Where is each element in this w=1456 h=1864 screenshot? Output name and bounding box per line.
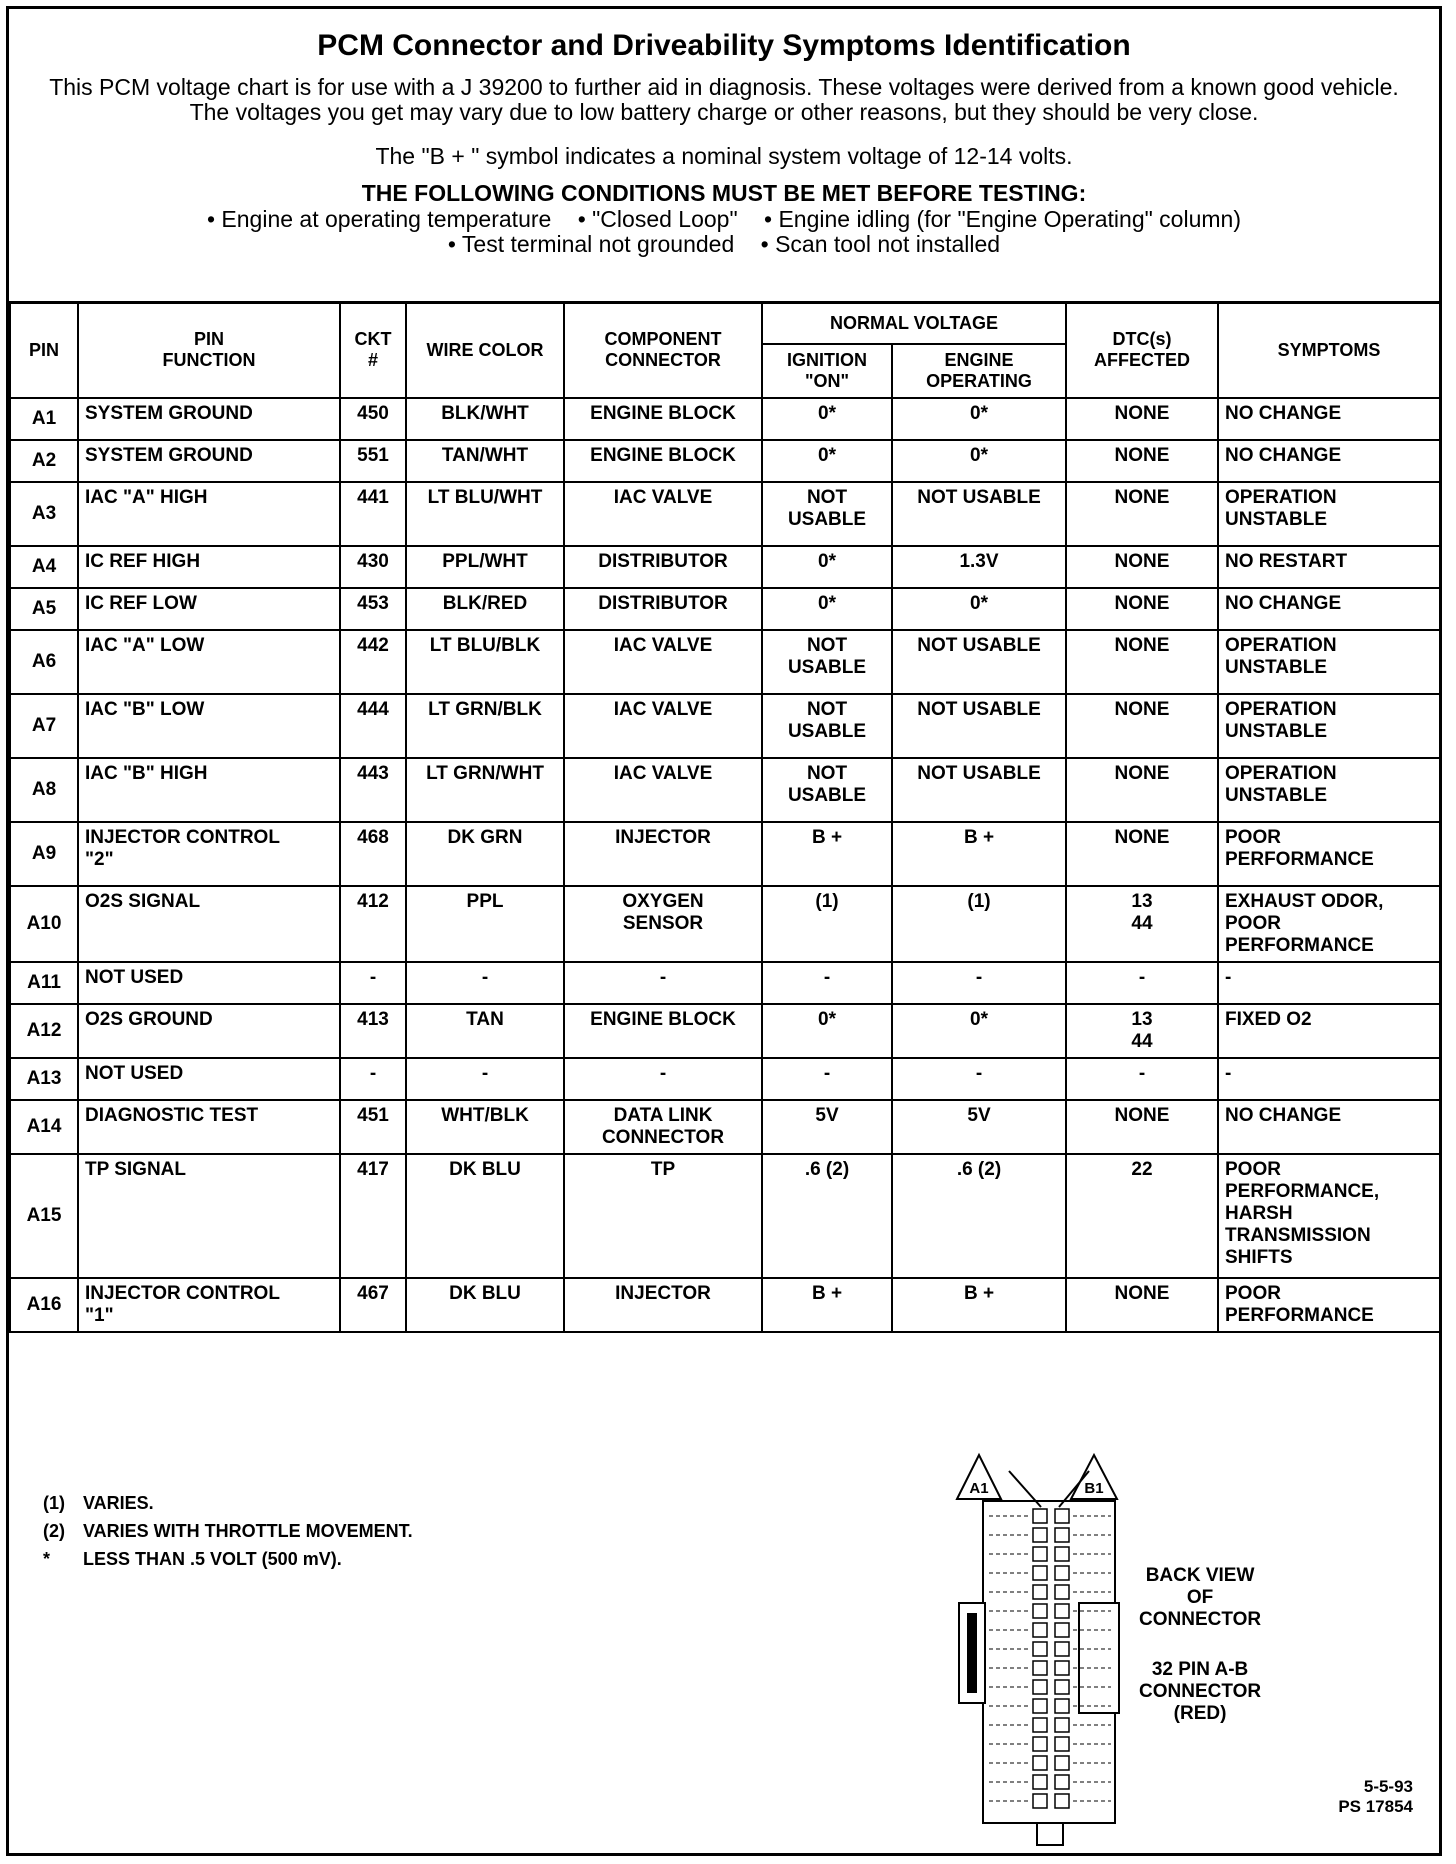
pin-cell: A1 xyxy=(10,398,78,440)
pin-function-cell: IAC "A" HIGH xyxy=(78,482,340,546)
table-row xyxy=(10,1100,1440,1154)
connector-pin xyxy=(1055,1547,1069,1561)
pcm-voltage-table xyxy=(9,301,1441,1333)
pin-cell: A4 xyxy=(10,546,78,588)
dtc-cell: NONE xyxy=(1066,398,1218,440)
symptoms-cell: OPERATION UNSTABLE xyxy=(1218,758,1440,822)
header xyxy=(9,9,1439,304)
pin-cell: A16 xyxy=(10,1278,78,1332)
connector-pin xyxy=(1033,1661,1047,1675)
dtc-cell: - xyxy=(1066,962,1218,1004)
header-pin: PIN xyxy=(10,302,78,398)
engine-voltage-cell: NOT USABLE xyxy=(892,694,1066,758)
symptoms-cell: POOR PERFORMANCE xyxy=(1218,822,1440,886)
condition-item: • "Closed Loop" xyxy=(577,206,738,232)
connector-pin xyxy=(1033,1699,1047,1713)
connector-pin xyxy=(1033,1604,1047,1618)
wire-color-cell: PPL/WHT xyxy=(406,546,564,588)
engine-voltage-cell: (1) xyxy=(892,886,1066,962)
notes xyxy=(43,1489,413,1573)
wire-color-cell: BLK/RED xyxy=(406,588,564,630)
conditions-title: THE FOLLOWING CONDITIONS MUST BE MET BEFORE TESTING: xyxy=(361,180,1087,206)
symptoms-cell: NO CHANGE xyxy=(1218,398,1440,440)
pin-cell: A15 xyxy=(10,1154,78,1278)
engine-voltage-cell: NOT USABLE xyxy=(892,630,1066,694)
ckt-cell: 453 xyxy=(340,588,406,630)
ckt-cell: 450 xyxy=(340,398,406,440)
ignition-voltage-cell: NOT USABLE xyxy=(762,694,892,758)
pin-function-cell: O2S SIGNAL xyxy=(78,886,340,962)
header-wire-color: WIRE COLOR xyxy=(406,302,564,398)
document-code xyxy=(1338,1777,1413,1817)
wire-color-cell: DK GRN xyxy=(406,822,564,886)
wire-color-cell: BLK/WHT xyxy=(406,398,564,440)
table-row xyxy=(10,630,1440,694)
ckt-cell: 467 xyxy=(340,1278,406,1332)
document-frame xyxy=(6,6,1442,1856)
engine-voltage-cell: 0* xyxy=(892,1004,1066,1058)
symptoms-cell: - xyxy=(1218,1058,1440,1100)
component-cell: INJECTOR xyxy=(564,822,762,886)
dtc-cell: - xyxy=(1066,1058,1218,1100)
header-engine-operating: ENGINE OPERATING xyxy=(892,344,1066,398)
pin-cell: A6 xyxy=(10,630,78,694)
pin-function-cell: INJECTOR CONTROL "2" xyxy=(78,822,340,886)
document-date: 5-5-93 xyxy=(1363,1777,1413,1796)
connector-pin xyxy=(1055,1794,1069,1808)
symptoms-cell: NO RESTART xyxy=(1218,546,1440,588)
table-row xyxy=(10,886,1440,962)
connector-pin xyxy=(1033,1528,1047,1542)
connector-pin xyxy=(1033,1794,1047,1808)
connector-label-b1: B1 xyxy=(1084,1480,1104,1497)
symptoms-cell: POOR PERFORMANCE xyxy=(1218,1278,1440,1332)
pin-cell: A9 xyxy=(10,822,78,886)
pin-cell: A12 xyxy=(10,1004,78,1058)
dtc-cell: NONE xyxy=(1066,822,1218,886)
component-cell: ENGINE BLOCK xyxy=(564,1004,762,1058)
table-row xyxy=(10,546,1440,588)
ignition-voltage-cell: 0* xyxy=(762,588,892,630)
connector-pin xyxy=(1033,1566,1047,1580)
table-row xyxy=(10,1278,1440,1332)
component-cell: IAC VALVE xyxy=(564,694,762,758)
table-row xyxy=(10,694,1440,758)
table-body xyxy=(10,398,1440,1332)
table-row xyxy=(10,758,1440,822)
ignition-voltage-cell: 0* xyxy=(762,1004,892,1058)
pin-cell: A11 xyxy=(10,962,78,1004)
connector-pin xyxy=(1055,1718,1069,1732)
engine-voltage-cell: 1.3V xyxy=(892,546,1066,588)
table-row xyxy=(10,962,1440,1004)
table-row xyxy=(10,822,1440,886)
pin-function-cell: IAC "B" HIGH xyxy=(78,758,340,822)
ignition-voltage-cell: NOT USABLE xyxy=(762,482,892,546)
ckt-cell: 468 xyxy=(340,822,406,886)
ckt-cell: 442 xyxy=(340,630,406,694)
header-normal-voltage: NORMAL VOLTAGE xyxy=(762,302,1066,344)
ignition-voltage-cell: NOT USABLE xyxy=(762,758,892,822)
component-cell: DISTRIBUTOR xyxy=(564,588,762,630)
table-row xyxy=(10,482,1440,546)
wire-color-cell: - xyxy=(406,962,564,1004)
wire-color-cell: LT BLU/BLK xyxy=(406,630,564,694)
ckt-cell: 551 xyxy=(340,440,406,482)
ignition-voltage-cell: B + xyxy=(762,822,892,886)
connector-pin xyxy=(1033,1756,1047,1770)
table-row xyxy=(10,1058,1440,1100)
component-cell: IAC VALVE xyxy=(564,630,762,694)
ignition-voltage-cell: - xyxy=(762,962,892,1004)
engine-voltage-cell: 0* xyxy=(892,440,1066,482)
component-cell: DATA LINK CONNECTOR xyxy=(564,1100,762,1154)
connector-pin xyxy=(1055,1585,1069,1599)
table-row xyxy=(10,1154,1440,1278)
dtc-cell: NONE xyxy=(1066,694,1218,758)
pin-function-cell: INJECTOR CONTROL "1" xyxy=(78,1278,340,1332)
pin-function-cell: NOT USED xyxy=(78,962,340,1004)
symptoms-cell: EXHAUST ODOR, POOR PERFORMANCE xyxy=(1218,886,1440,962)
connector-pin xyxy=(1055,1737,1069,1751)
dtc-cell: NONE xyxy=(1066,546,1218,588)
ckt-cell: 441 xyxy=(340,482,406,546)
connector-diagram-icon xyxy=(949,1443,1149,1853)
wire-color-cell: LT GRN/WHT xyxy=(406,758,564,822)
symptoms-cell: - xyxy=(1218,962,1440,1004)
connector-pin xyxy=(1033,1775,1047,1789)
table-row xyxy=(10,440,1440,482)
connector-pin xyxy=(1055,1661,1069,1675)
connector-pin xyxy=(1055,1756,1069,1770)
dtc-cell: NONE xyxy=(1066,630,1218,694)
symptoms-cell: FIXED O2 xyxy=(1218,1004,1440,1058)
engine-voltage-cell: B + xyxy=(892,1278,1066,1332)
dtc-cell: NONE xyxy=(1066,1278,1218,1332)
header-pin-function: PIN FUNCTION xyxy=(78,302,340,398)
connector-pin xyxy=(1055,1775,1069,1789)
ckt-cell: 443 xyxy=(340,758,406,822)
connector-type-label: 32 PIN A-B CONNECTOR (RED) xyxy=(1139,1659,1262,1724)
wire-color-cell: LT GRN/BLK xyxy=(406,694,564,758)
engine-voltage-cell: NOT USABLE xyxy=(892,758,1066,822)
condition-item: • Engine at operating temperature xyxy=(206,206,552,232)
connector-pin xyxy=(1055,1509,1069,1523)
dtc-cell: 22 xyxy=(1066,1154,1218,1278)
pin-function-cell: NOT USED xyxy=(78,1058,340,1100)
pin-function-cell: IAC "A" LOW xyxy=(78,630,340,694)
wire-color-cell: DK BLU xyxy=(406,1154,564,1278)
component-cell: IAC VALVE xyxy=(564,482,762,546)
connector-pin xyxy=(1055,1642,1069,1656)
pin-function-cell: SYSTEM GROUND xyxy=(78,398,340,440)
component-cell: TP xyxy=(564,1154,762,1278)
pin-cell: A3 xyxy=(10,482,78,546)
ignition-voltage-cell: B + xyxy=(762,1278,892,1332)
connector-pin xyxy=(1033,1642,1047,1656)
symptoms-cell: NO CHANGE xyxy=(1218,440,1440,482)
connector-pin xyxy=(1055,1623,1069,1637)
dtc-cell: NONE xyxy=(1066,440,1218,482)
ignition-voltage-cell: (1) xyxy=(762,886,892,962)
connector-pin xyxy=(1033,1623,1047,1637)
engine-voltage-cell: 0* xyxy=(892,588,1066,630)
engine-voltage-cell: B + xyxy=(892,822,1066,886)
dtc-cell: NONE xyxy=(1066,482,1218,546)
pin-function-cell: O2S GROUND xyxy=(78,1004,340,1058)
intro-text: This PCM voltage chart is for use with a J 39200 to further aid in diagnosis. These voltages were derived from a known good vehicle. The voltages you get may vary due to low battery charge or other reasons, but they should be very close. xyxy=(49,74,1399,125)
note-item: (1) VARIES. xyxy=(43,1493,154,1513)
connector-label-a1: A1 xyxy=(969,1480,989,1497)
component-cell: OXYGEN SENSOR xyxy=(564,886,762,962)
page-title: PCM Connector and Driveability Symptoms Identification xyxy=(317,29,1131,62)
note-item: * LESS THAN .5 VOLT (500 mV). xyxy=(43,1549,342,1569)
pin-cell: A5 xyxy=(10,588,78,630)
pin-function-cell: DIAGNOSTIC TEST xyxy=(78,1100,340,1154)
dtc-cell: NONE xyxy=(1066,1100,1218,1154)
wire-color-cell: WHT/BLK xyxy=(406,1100,564,1154)
connector-view-label: BACK VIEW OF CONNECTOR xyxy=(1139,1565,1262,1630)
component-cell: IAC VALVE xyxy=(564,758,762,822)
bplus-note: The "B + " symbol indicates a nominal system voltage of 12-14 volts. xyxy=(375,143,1073,169)
condition-item: • Test terminal not grounded xyxy=(447,231,735,257)
ckt-cell: - xyxy=(340,962,406,1004)
ignition-voltage-cell: - xyxy=(762,1058,892,1100)
document-ps-number: PS 17854 xyxy=(1338,1797,1413,1816)
header-component-connector: COMPONENT CONNECTOR xyxy=(564,302,762,398)
symptoms-cell: OPERATION UNSTABLE xyxy=(1218,630,1440,694)
component-cell: ENGINE BLOCK xyxy=(564,398,762,440)
symptoms-cell: NO CHANGE xyxy=(1218,1100,1440,1154)
conditions-list xyxy=(9,207,1439,257)
pin-cell: A13 xyxy=(10,1058,78,1100)
engine-voltage-cell: .6 (2) xyxy=(892,1154,1066,1278)
pin-function-cell: SYSTEM GROUND xyxy=(78,440,340,482)
pin-cell: A10 xyxy=(10,886,78,962)
component-cell: INJECTOR xyxy=(564,1278,762,1332)
table-row xyxy=(10,398,1440,440)
component-cell: - xyxy=(564,1058,762,1100)
wire-color-cell: - xyxy=(406,1058,564,1100)
connector-pin xyxy=(1033,1680,1047,1694)
dtc-cell: NONE xyxy=(1066,758,1218,822)
symptoms-cell: NO CHANGE xyxy=(1218,588,1440,630)
ckt-cell: 413 xyxy=(340,1004,406,1058)
pin-function-cell: IAC "B" LOW xyxy=(78,694,340,758)
connector-pin xyxy=(1055,1699,1069,1713)
pin-cell: A8 xyxy=(10,758,78,822)
pin-function-cell: IC REF LOW xyxy=(78,588,340,630)
pin-cell: A2 xyxy=(10,440,78,482)
ignition-voltage-cell: .6 (2) xyxy=(762,1154,892,1278)
header-ignition-on: IGNITION "ON" xyxy=(762,344,892,398)
connector-pin xyxy=(1055,1566,1069,1580)
symptoms-cell: OPERATION UNSTABLE xyxy=(1218,694,1440,758)
ignition-voltage-cell: 0* xyxy=(762,398,892,440)
connector-pin xyxy=(1055,1528,1069,1542)
engine-voltage-cell: - xyxy=(892,1058,1066,1100)
engine-voltage-cell: 5V xyxy=(892,1100,1066,1154)
ignition-voltage-cell: NOT USABLE xyxy=(762,630,892,694)
connector-pin xyxy=(1033,1585,1047,1599)
condition-item: • Engine idling (for "Engine Operating" column) xyxy=(764,206,1241,232)
symptoms-cell: POOR PERFORMANCE, HARSH TRANSMISSION SHIFTS xyxy=(1218,1154,1440,1278)
engine-voltage-cell: NOT USABLE xyxy=(892,482,1066,546)
table-row xyxy=(10,1004,1440,1058)
header-symptoms: SYMPTOMS xyxy=(1218,302,1440,398)
ignition-voltage-cell: 0* xyxy=(762,546,892,588)
wire-color-cell: TAN xyxy=(406,1004,564,1058)
connector-pin xyxy=(1033,1737,1047,1751)
pin-cell: A7 xyxy=(10,694,78,758)
wire-color-cell: PPL xyxy=(406,886,564,962)
engine-voltage-cell: - xyxy=(892,962,1066,1004)
note-item: (2) VARIES WITH THROTTLE MOVEMENT. xyxy=(43,1521,413,1541)
wire-color-cell: TAN/WHT xyxy=(406,440,564,482)
ckt-cell: 451 xyxy=(340,1100,406,1154)
ckt-cell: 430 xyxy=(340,546,406,588)
engine-voltage-cell: 0* xyxy=(892,398,1066,440)
dtc-cell: NONE xyxy=(1066,588,1218,630)
ckt-cell: - xyxy=(340,1058,406,1100)
header-ckt: CKT # xyxy=(340,302,406,398)
header-dtc-affected: DTC(s) AFFECTED xyxy=(1066,302,1218,398)
dtc-cell: 13 44 xyxy=(1066,886,1218,962)
connector-pin xyxy=(1033,1509,1047,1523)
connector-pin xyxy=(1055,1604,1069,1618)
wire-color-cell: DK BLU xyxy=(406,1278,564,1332)
ckt-cell: 417 xyxy=(340,1154,406,1278)
table-row xyxy=(10,588,1440,630)
pin-function-cell: TP SIGNAL xyxy=(78,1154,340,1278)
ckt-cell: 412 xyxy=(340,886,406,962)
condition-item: • Scan tool not installed xyxy=(760,231,1001,257)
wire-color-cell: LT BLU/WHT xyxy=(406,482,564,546)
ignition-voltage-cell: 5V xyxy=(762,1100,892,1154)
ckt-cell: 444 xyxy=(340,694,406,758)
ignition-voltage-cell: 0* xyxy=(762,440,892,482)
connector-pin xyxy=(1055,1680,1069,1694)
connector-pin xyxy=(1033,1718,1047,1732)
connector-pin xyxy=(1033,1547,1047,1561)
component-cell: ENGINE BLOCK xyxy=(564,440,762,482)
component-cell: - xyxy=(564,962,762,1004)
footer xyxy=(9,1437,1439,1853)
component-cell: DISTRIBUTOR xyxy=(564,546,762,588)
pin-function-cell: IC REF HIGH xyxy=(78,546,340,588)
dtc-cell: 13 44 xyxy=(1066,1004,1218,1058)
symptoms-cell: OPERATION UNSTABLE xyxy=(1218,482,1440,546)
pin-cell: A14 xyxy=(10,1100,78,1154)
